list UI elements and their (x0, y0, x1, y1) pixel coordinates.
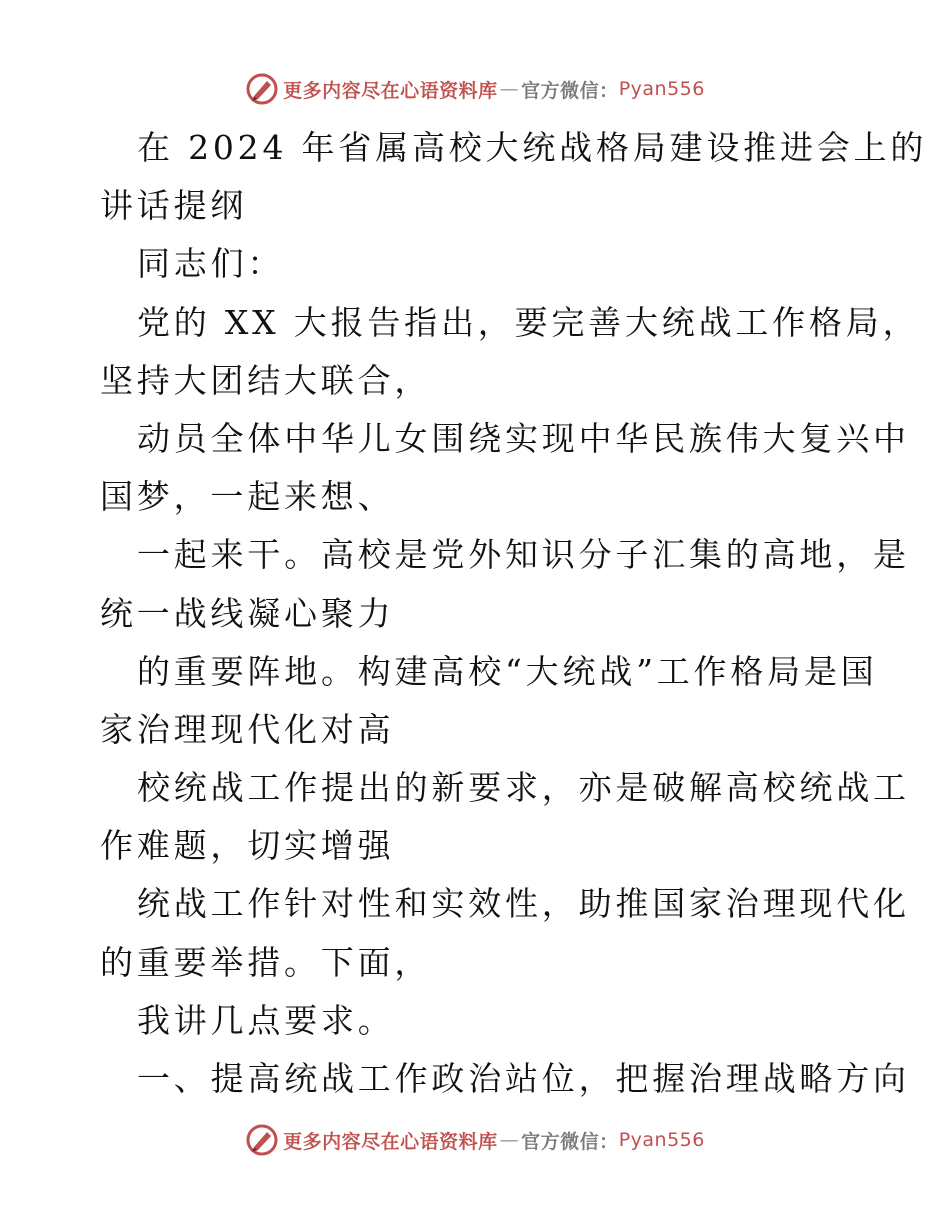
watermark-official-label: 官方微信： (521, 1130, 619, 1153)
watermark-wechat-id: Pyan556 (618, 78, 705, 100)
text-line: 讲话提纲 (100, 186, 248, 226)
pen-nib-logo-icon (245, 72, 279, 106)
watermark-site-text: 更多内容尽在心语资料库 (283, 79, 498, 102)
text-line: 在 2024 年省属高校大统战格局建设推进会上的 (137, 128, 928, 167)
text-line: 一起来干。高校是党外知识分子汇集的高地，是 (137, 535, 910, 575)
text-line: 统战工作针对性和实效性，助推国家治理现代化 (137, 884, 910, 924)
watermark-dash: — (499, 1129, 520, 1151)
text-line: 统一战线凝心聚力 (100, 593, 395, 633)
text-line: 家治理现代化对高 (100, 709, 395, 749)
watermark-wechat-id: Pyan556 (618, 1129, 705, 1151)
text-line: 坚持大团结大联合， (100, 360, 432, 400)
watermark-official-label: 官方微信： (521, 79, 619, 102)
text-line: 一、提高统战工作政治站位，把握治理战略方向 (137, 1059, 910, 1098)
watermark-dash: — (499, 78, 520, 100)
text-line: 作难题，切实增强 (100, 826, 395, 866)
header-watermark (0, 71, 950, 107)
text-line: 国梦，一起来想、 (100, 477, 395, 517)
document-body (100, 119, 928, 1108)
text-line: 同志们： (137, 244, 285, 284)
text-line: 动员全体中华儿女围绕实现中华民族伟大复兴中 (137, 418, 910, 458)
text-line: 校统战工作提出的新要求，亦是破解高校统战工 (137, 768, 910, 808)
footer-watermark (0, 1122, 950, 1158)
text-line: 的重要阵地。构建高校“大统战”工作格局是国 (137, 651, 878, 691)
pen-nib-logo-icon (245, 1123, 279, 1157)
text-line: 的重要举措。下面， (100, 942, 432, 982)
text-line: 党的 XX 大报告指出，要完善大统战工作格局， (137, 302, 920, 342)
text-line: 我讲几点要求。 (137, 1000, 395, 1040)
watermark-site-text: 更多内容尽在心语资料库 (283, 1130, 498, 1153)
